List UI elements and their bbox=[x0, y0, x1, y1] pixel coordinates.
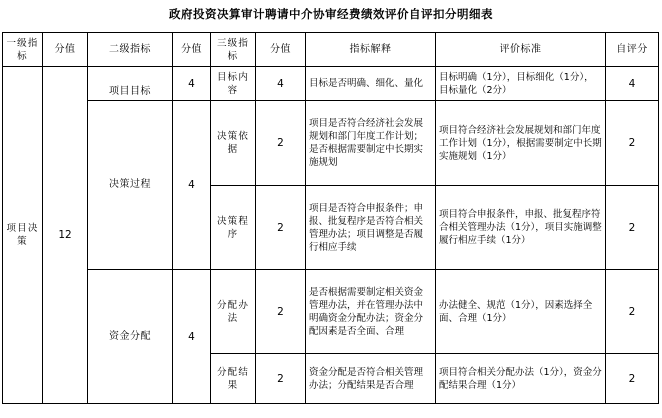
self-score-cell: 4 bbox=[606, 67, 659, 101]
table-row bbox=[3, 67, 659, 101]
explanation-cell: 是否根据需要制定相关资金管理办法，并在管理办法中明确资金分配办法；资金分配因素是否全面、合理 bbox=[306, 270, 436, 354]
explanation-cell: 目标是否明确、细化、量化 bbox=[306, 67, 436, 101]
level3-score: 2 bbox=[256, 354, 306, 404]
level3-score: 2 bbox=[256, 270, 306, 354]
header-self-score: 自评分 bbox=[606, 33, 659, 67]
self-score-cell: 2 bbox=[606, 270, 659, 354]
header-level3: 三级指标 bbox=[211, 33, 256, 67]
level1-score: 12 bbox=[43, 67, 88, 404]
level2-label: 项目目标 bbox=[88, 67, 173, 101]
criteria-cell: 项目符合申报条件，申报、批复程序符合相关管理办法（1分），项目实施调整履行相应手续（1分） bbox=[436, 186, 606, 270]
level3-label: 分配办法 bbox=[211, 270, 256, 354]
level3-label: 决策依据 bbox=[211, 101, 256, 186]
self-score-cell: 2 bbox=[606, 186, 659, 270]
self-score-cell: 2 bbox=[606, 101, 659, 186]
header-row bbox=[3, 33, 659, 67]
explanation-cell: 项目是否符合经济社会发展规划和部门年度工作计划；是否根据需要制定中长期实施规划 bbox=[306, 101, 436, 186]
evaluation-table bbox=[2, 32, 659, 404]
level2-label: 资金分配 bbox=[88, 270, 173, 404]
header-score3: 分值 bbox=[256, 33, 306, 67]
table-row bbox=[3, 270, 659, 354]
header-score2: 分值 bbox=[173, 33, 211, 67]
header-score1: 分值 bbox=[43, 33, 88, 67]
criteria-cell: 项目符合相关分配办法（1分），资金分配结果合理（1分） bbox=[436, 354, 606, 404]
header-criteria: 评价标准 bbox=[436, 33, 606, 67]
criteria-cell: 目标明确（1分），目标细化（1分），目标量化（2分） bbox=[436, 67, 606, 101]
level3-score: 2 bbox=[256, 186, 306, 270]
header-explanation: 指标解释 bbox=[306, 33, 436, 67]
criteria-cell: 办法健全、规范（1分），因素选择全面、合理（1分） bbox=[436, 270, 606, 354]
table-title: 政府投资决算审计聘请中介协审经费绩效评价自评扣分明细表 bbox=[169, 7, 493, 21]
self-score-cell: 2 bbox=[606, 354, 659, 404]
level3-label: 目标内容 bbox=[211, 67, 256, 101]
level2-label: 决策过程 bbox=[88, 101, 173, 270]
header-level1: 一级指标 bbox=[3, 33, 43, 67]
level3-label: 决策程序 bbox=[211, 186, 256, 270]
criteria-cell: 项目符合经济社会发展规划和部门年度工作计划（1分），根据需要制定中长期实施规划（1分） bbox=[436, 101, 606, 186]
level3-score: 2 bbox=[256, 101, 306, 186]
explanation-cell: 资金分配是否符合相关管理办法；分配结果是否合理 bbox=[306, 354, 436, 404]
header-level2: 二级指标 bbox=[88, 33, 173, 67]
level2-score: 4 bbox=[173, 270, 211, 404]
explanation-cell: 项目是否符合申报条件；申报、批复程序是否符合相关管理办法；项目调整是否履行相应手续 bbox=[306, 186, 436, 270]
level3-score: 4 bbox=[256, 67, 306, 101]
level1-label: 项目决策 bbox=[3, 67, 43, 404]
level3-label: 分配结果 bbox=[211, 354, 256, 404]
table-row bbox=[3, 101, 659, 186]
level2-score: 4 bbox=[173, 67, 211, 101]
level2-score: 4 bbox=[173, 101, 211, 270]
